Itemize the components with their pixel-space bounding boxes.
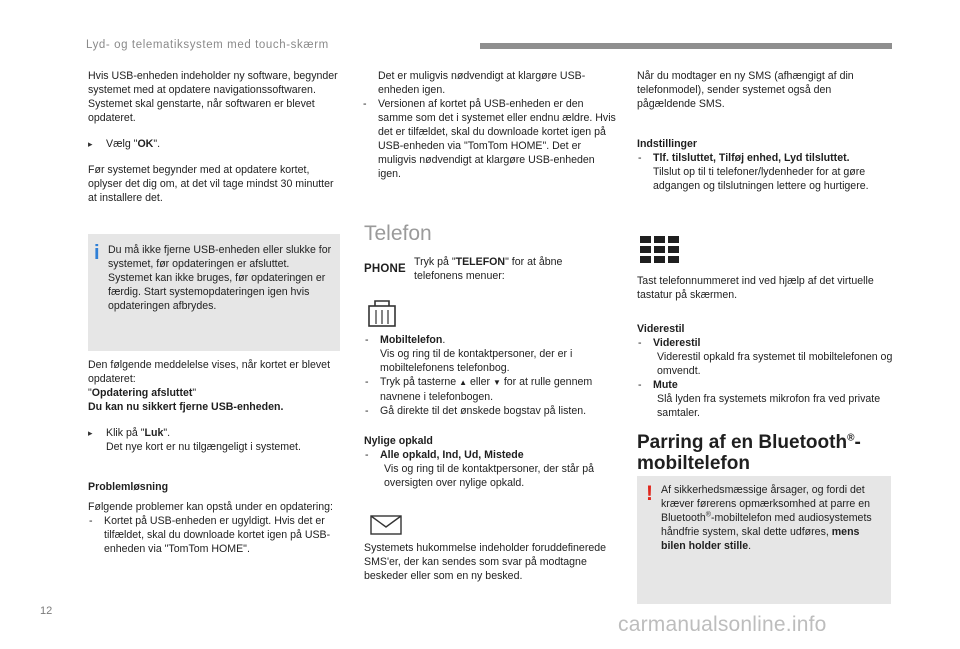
phonebook-icon [365,298,401,330]
header-bar [480,43,892,49]
mobile-phone-item: - Mobiltelefon. Vis og ring til de kontaktpersoner, der er i mobiltelefonens telefonbog. [364,333,620,375]
header-title: Lyd- og telematiksystem med touch-skærm [86,39,329,51]
mute-item: - Mute Slå lyden fra systemets mikrofon fra ved private samtaler. [637,378,893,420]
sms-envelope-icon [370,514,402,536]
scroll-keys-item: - Tryk på tasterne ▲ eller ▼ for at rulle gennem navnene i telefonbogen. [364,375,620,404]
keypad-paragraph: Tast telefonnummeret ind ved hjælp af det virtuelle tastatur på skærmen. [637,275,874,301]
troubleshooting-title: Problemløsning [88,481,169,493]
update-message-intro: Den følgende meddelelse vises, når kortet er blevet opdateret: [88,359,331,385]
recent-calls-title: Nylige opkald [364,435,433,447]
update-message-line1: "Opdatering afsluttet" [88,387,197,399]
warning-note [637,476,891,604]
troubleshooting-item-2: - Versionen af kortet på USB-enheden er den samme som det i systemet eller endnu ældre. Hvis det er tilfældet, skal du downloade kortet igen på USB-enheden via "TomTom HOME". Det er muligvis nødvendigt at klargøre USB-enheden igen. [362,97,618,181]
column-3-middle [637,274,893,420]
warning-icon: ! [646,482,653,505]
keypad-icon [640,236,680,264]
info-note-text: Du må ikke fjerne USB-enheden eller slukke for systemet, før opdateringen er afsluttet. Systemet kan ikke bruges, før opdateringen er færdig. Start systemopdateringen igen hvis opdateringen afbrydes. [108,244,332,312]
direct-letter-item: - Gå direkte til det ønskede bogstav på listen. [364,404,620,418]
forward-title: Viderestil [637,323,685,335]
troubleshooting-intro: Følgende problemer kan opstå under en opdatering: [88,501,333,513]
column-1-lower [88,358,344,556]
down-triangle-icon: ▼ [492,378,501,387]
info-note [88,234,340,351]
usb-update-paragraph: Hvis USB-enheden indeholder ny software, begynder systemet med at opdatere navigationssoftwaren. Systemet skal genstarte, når softwaren er blevet opdateret. [88,70,338,124]
up-triangle-icon: ▲ [459,378,468,387]
update-message-line2: Du kan nu sikkert fjerne USB-enheden. [88,401,284,413]
watermark: carmanualsonline.info [618,613,827,636]
forward-item: - Viderestil Viderestil opkald fra systemet til mobiltelefonen og omvendt. [637,336,893,378]
click-close-instruction: ▸ Klik på "Luk". Det nye kort er nu tilgængeligt i systemet. [88,427,301,453]
column-3 [637,69,893,193]
warning-note-text: Af sikkerhedsmæssige årsager, og fordi det kræver førerens opmærksomhed at parre en Bluetooth®-mobiltelefon med audiosystemets håndfrie system, skal dette udføres, mens bilen holder stille. [661,484,872,552]
usb-reformat-text: Det er muligvis nødvendigt at klargøre USB-enheden igen. [378,70,586,96]
recent-calls-item: - Alle opkald, Ind, Ud, Mistede Vis og ring til de kontaktpersoner, der står på oversigten over nylige opkald. [364,448,620,490]
settings-item: - Tlf. tilsluttet, Tilføj enhed, Lyd tilsluttet. Tilslut op til ti telefoner/lydenheder for at gøre adgangen og tilslutningen lettere og hurtigere. [637,151,893,193]
phone-menu-list [364,333,620,490]
pairing-heading: Parring af en Bluetooth®- mobiltelefon [637,432,861,474]
select-ok-instruction: ▸ Vælg "OK". [88,138,161,150]
sms-receive-paragraph: Når du modtager en ny SMS (afhængigt af din telefonmodel), sender systemet også den pågældende SMS. [637,70,854,110]
check-arrow-icon: ▸ [88,139,93,149]
column-2 [362,69,618,181]
sms-paragraph-wrap [364,541,620,583]
section-title-telefon: Telefon [364,222,432,245]
check-arrow-icon: ▸ [88,428,93,438]
info-icon: i [94,242,100,264]
troubleshooting-item-1: - Kortet på USB-enheden er ugyldigt. Hvis det er tilfældet, skal du downloade kortet igen på USB-enheden via "TomTom HOME". [88,514,344,556]
press-phone-instruction: Tryk på "TELEFON" for at åbne telefonens menuer: [414,256,563,282]
settings-title: Indstillinger [637,138,698,150]
column-1 [88,69,344,205]
phone-button-label: PHONE [364,263,406,275]
page-number: 12 [40,605,53,617]
sms-paragraph: Systemets hukommelse indeholder foruddefinerede SMS'er, der kan sendes som svar på modtagne beskeder eller som en ny besked. [364,542,607,582]
map-update-paragraph: Før systemet begynder med at opdatere kortet, oplyser det dig om, at det vil tage mindst 30 minutter at installere det. [88,164,334,204]
